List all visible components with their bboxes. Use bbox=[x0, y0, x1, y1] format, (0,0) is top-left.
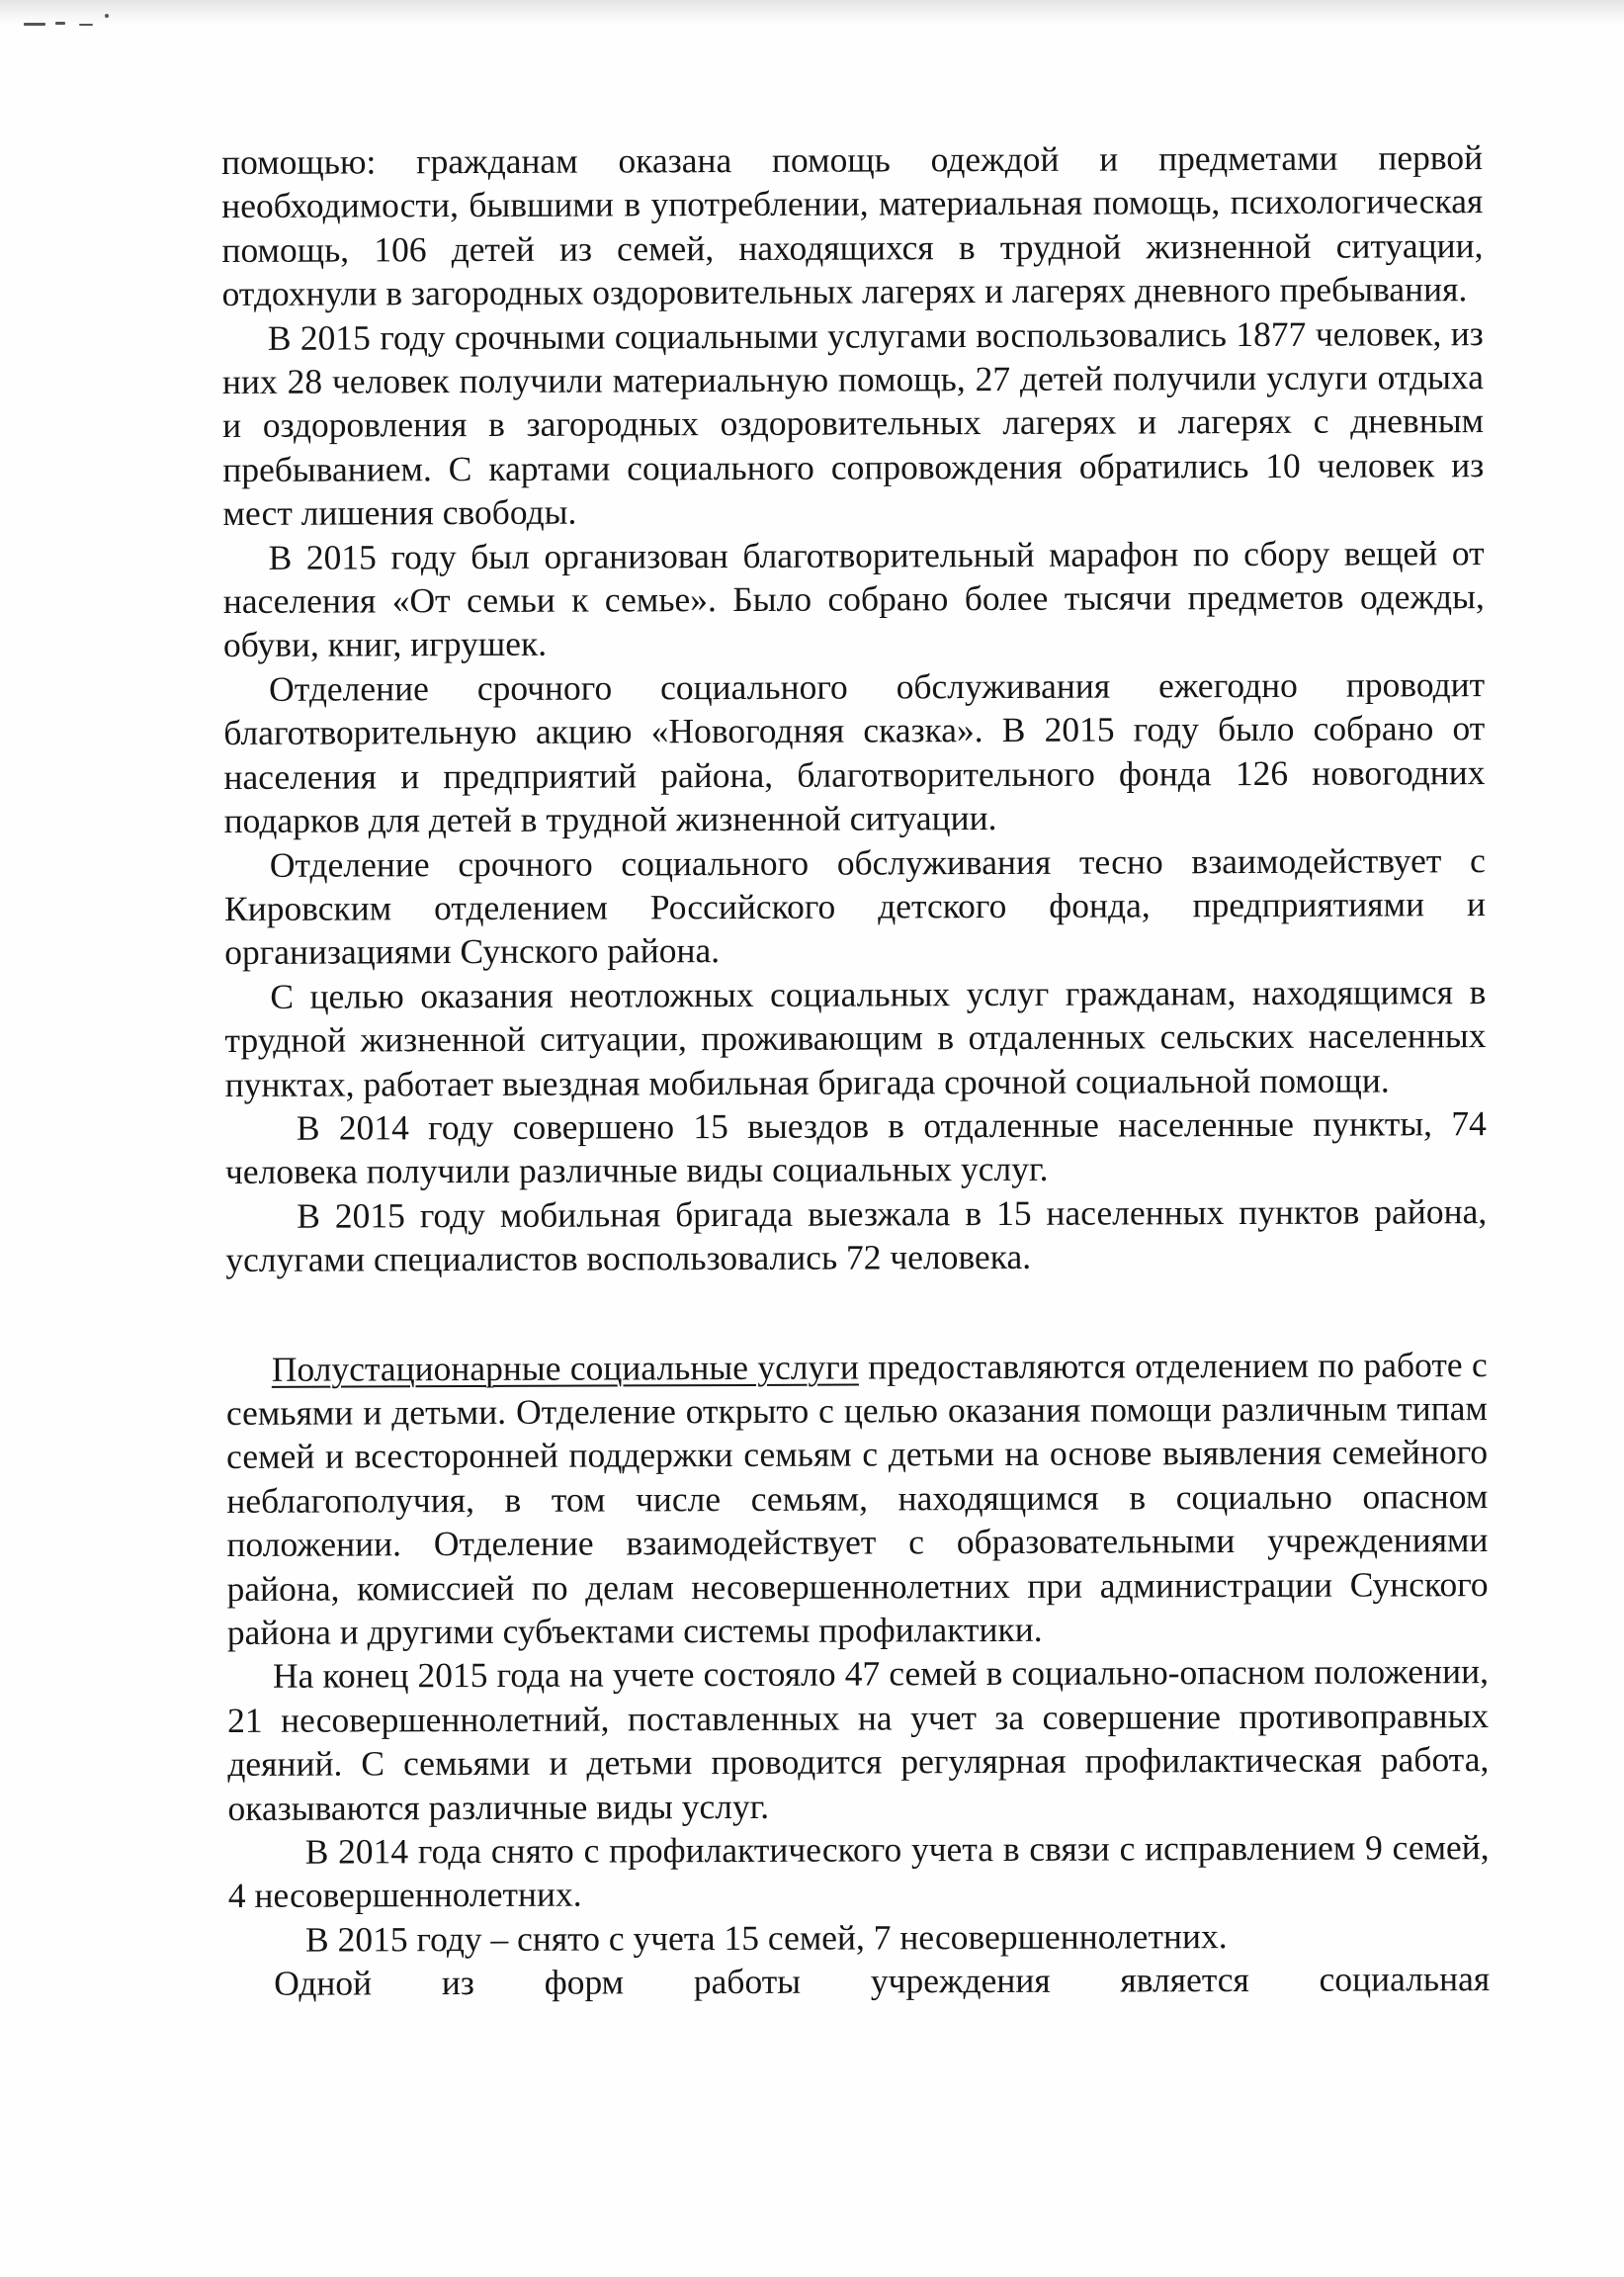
paragraph-urgent-services-2015: В 2015 году срочными социальными услугами воспользовались 1877 человек, из них 28 человек получили материальную помощь, 27 детей получили услуги отдыха и оздоровления в загородных оздоровительных лагерях и лагерях с дневным пребыванием. С картами социального сопровождения обратились 10 человек из мест лишения свободы. bbox=[221, 312, 1485, 534]
section-heading-underlined: Полустационарные социальные услуги bbox=[271, 1347, 859, 1389]
paragraph-visits-2015: В 2015 году мобильная бригада выезжала в 15 населенных пунктов района, услугами специалистов воспользовались 72 человека. bbox=[225, 1190, 1488, 1280]
paragraph-semi-stationary-services bbox=[226, 1343, 1489, 1655]
scan-speck bbox=[55, 22, 65, 25]
document-body bbox=[221, 135, 1490, 2006]
paragraph-new-year-action: Отделение срочного социального обслуживания ежегодно проводит благотворительную акцию «Новогодняя сказка». В 2015 году было собрано от населения и предприятий района, благотворительного фонда 126 новогодних подарков для детей в трудной жизненной ситуации. bbox=[223, 663, 1486, 841]
paragraph-cooperation: Отделение срочного социального обслуживания тесно взаимодействует с Кировским отделением Российского детского фонда, предприятиями и организациями Сунского района. bbox=[223, 839, 1487, 973]
paragraph-deregistered-2014: В 2014 года снято с профилактического учета в связи с исправлением 9 семей, 4 несовершеннолетних. bbox=[227, 1827, 1490, 1916]
scan-speck bbox=[24, 23, 45, 26]
paragraph-spacer bbox=[225, 1277, 1487, 1348]
paragraph-semi-stationary-text: предоставляются отделением по работе с семьями и детьми. Отделение открыто с целью оказания помощи различным типам семей и всесторонней поддержки семьям с детьми на основе выявления семейного неблагополучия, в том числе семьям, находящимся в социально опасном положении. Отделение взаимодействует с образовательными учреждениями района, комиссией по делам несовершеннолетних при администрации Сунского района и другими субъектами системы профилактики. bbox=[225, 1344, 1489, 1652]
scan-speck bbox=[79, 24, 93, 26]
paragraph-forms-of-work: Одной из форм работы учреждения является социальная bbox=[274, 1959, 1491, 2004]
paragraph-charity-marathon: В 2015 году был организован благотворительный марафон по сбору вещей от населения «От семьи к семье». Было собрано более тысячи предметов одежды, обуви, книг, игрушек. bbox=[222, 532, 1485, 665]
scan-artifact-mark bbox=[18, 14, 117, 28]
scan-speck bbox=[105, 14, 109, 18]
paragraph-visits-2014: В 2014 году совершено 15 выездов в отдаленные населенные пункты, 74 человека получили различные виды социальных услуг. bbox=[224, 1103, 1487, 1192]
paragraph-assistance-summary: помощью: гражданам оказана помощь одеждой и предметами первой необходимости, бывшими в употреблении, материальная помощь, психологическая помощь, 106 детей из семей, находящихся в трудной жизненной ситуации, отдохнули в загородных оздоровительных лагерях и лагерях дневного пребывания. bbox=[221, 137, 1484, 314]
paragraph-registered-families: На конец 2015 года на учете состояло 47 семей в социально-опасном положении, 21 несовершеннолетний, поставленных на учет за совершение противоправных деяний. С семьями и детьми проводится регулярная профилактическая работа, оказываются различные виды услуг. bbox=[227, 1651, 1490, 1828]
paragraph-mobile-brigade: С целью оказания неотложных социальных услуг гражданам, находящимся в трудной жизненной ситуации, проживающим в отдаленных сельских населенных пунктах, работает выездная мобильная бригада срочной социальной помощи. bbox=[224, 971, 1487, 1104]
scan-top-edge bbox=[0, 0, 1624, 26]
paragraph-deregistered-2015: В 2015 году – снято с учета 15 семей, 7 несовершеннолетних. bbox=[304, 1915, 1228, 1960]
